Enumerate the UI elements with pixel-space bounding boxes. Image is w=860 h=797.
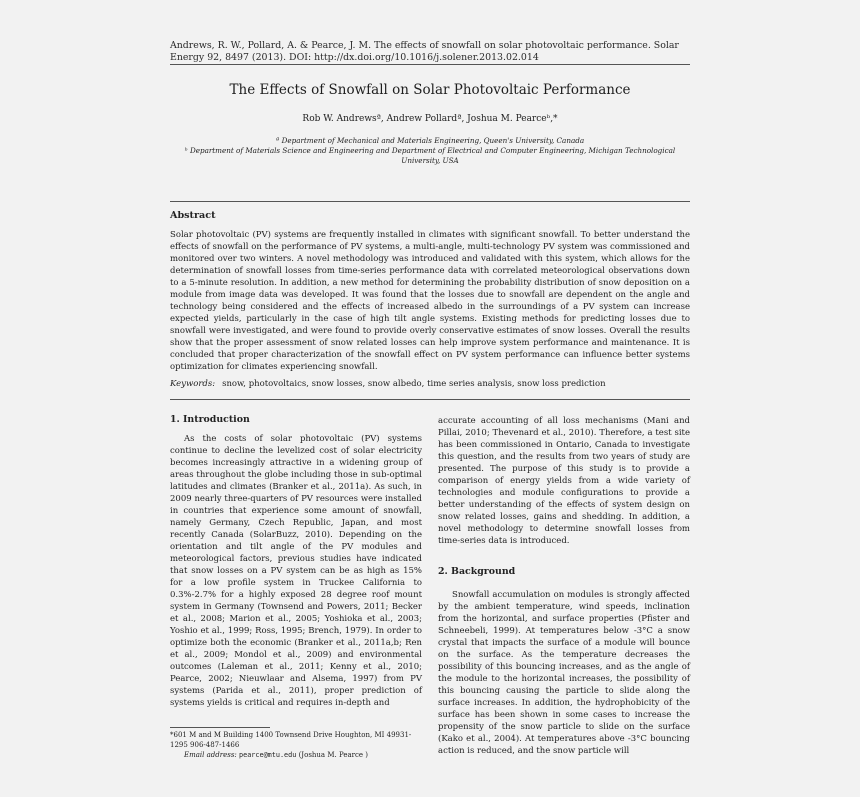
- footnote-address: *601 M and M Building 1400 Townsend Drive Houghton, MI 49931-1295 906-487-1466: [170, 731, 412, 749]
- introduction-right-column: [438, 415, 690, 547]
- abstract-text: Solar photovoltaic (PV) systems are frequently installed in climates with significant snowfall. To better understand the effects of snowfall on the performance of PV systems, a multi-angle, multi-technology PV system was commissioned and monitored over two winters. A novel methodology was introduced and validated with this system, which allows for the determination of snowfall losses from time-series performance data with correlated meteorological observations down to a 5-minute resolution. In addition, a new method for determining the probability distribution of snow deposition on a module from image data was developed. It was found that the losses due to snowfall are dependent on the angle and technology being considered and the effects of increased albedo in the surroundings of a PV system can increase expected yields, particularly in the case of high tilt angle systems. Existing methods for predicting losses due to snowfall were investigated, and were found to provide overly conservative estimates of snow losses. Overall the results show that the proper assessment of snow related losses can help improve system performance and maintenance. It is concluded that proper characterization of the snowfall effect on PV system performance can influence better systems optimization for climates experiencing snowfall.: [170, 230, 690, 372]
- background-paragraph: Snowfall accumulation on modules is strongly affected by the ambient temperature, wind speeds, inclination from the horizontal, and surface properties (Pfister and Schneebeli, 1999). At temperatures below -3°C a snow crystal that impacts the surface of a module will bounce on the surface. As the temperature decreases the possibility of this bouncing increases, and as the angle of the module to the horizontal increases, the possibility of this bouncing causing the particle to slide along the surface increases. In addition, the hydrophobicity of the surface has been shown in some cases to increase the propensity of the snow particle to slide on the surface (Kako et al., 2004). At temperatures above -3°C bouncing action is reduced, and the snow particle will: [438, 590, 690, 756]
- abstract-top-rule: [170, 201, 690, 202]
- background-column: [438, 589, 690, 757]
- header-rule: [170, 64, 690, 65]
- keywords-text: snow, photovoltaics, snow losses, snow albedo, time series analysis, snow loss prediction: [222, 379, 606, 389]
- footnote-email-label: Email address:: [184, 751, 237, 759]
- section-heading-introduction: 1. Introduction: [170, 414, 250, 425]
- section-heading-background: 2. Background: [438, 566, 516, 577]
- affiliation-b: ᵇ Department of Materials Science and Engineering and Department of Electrical and Computer Engineering, Michigan Technological University, USA: [184, 146, 676, 165]
- footnote-email-name: (Joshua M. Pearce ): [298, 751, 369, 759]
- keywords-line: [170, 379, 690, 389]
- introduction-paragraph: As the costs of solar photovoltaic (PV) systems continue to decline the levelized cost of solar electricity becomes increasingly attractive in a widening group of areas throughout the globe including those in sub-optimal latitudes and climates (Branker et al., 2011a). As such, in 2009 nearly three-quarters of PV resources were installed in countries that experience some amount of snowfall, namely Germany, Czech Republic, Japan, and most recently Canada (SolarBuzz, 2010). Depending on the orientation and tilt angle of the PV modules and meteorological factors, previous studies have indicated that snow losses on a PV system can be as high as 15% for a low profile system in Truckee California to 0.3%-2.7% for a highly exposed 28 degree roof mount system in Germany (Townsend and Powers, 2011; Becker et al., 2008; Marion et al., 2005; Yoshioka et al., 2003; Yoshio et al., 1999; Ross, 1995; Brench, 1979). In order to optimize both the economic (Branker et al., 2011a,b; Ren et al., 2009; Mondol et al., 2009) and environmental outcomes (Laleman et al., 2011; Kenny et al., 2010; Pearce, 2002; Nieuwlaar and Alsema, 1997) from PV systems (Parida et al., 2011), proper prediction of systems yields is critical and requires in-depth and: [170, 434, 422, 708]
- keywords-label: Keywords:: [170, 379, 216, 389]
- footnote-rule: [170, 727, 270, 728]
- citation-header: Andrews, R. W., Pollard, A. & Pearce, J. M. The effects of snowfall on solar photovoltaic performance. Solar Energy 92, 8497 (2013). DOI: http://dx.doi.org/10.1016/j.solener.2013.02.014: [170, 40, 679, 63]
- abstract-bottom-rule: [170, 399, 690, 400]
- affiliation-a: ª Department of Mechanical and Materials Engineering, Queen's University, Canada: [275, 136, 585, 145]
- footnote: [170, 730, 422, 760]
- introduction-left-column: [170, 433, 422, 709]
- introduction-continuation: accurate accounting of all loss mechanisms (Mani and Pillai, 2010; Thevenard et al., 2010). Therefore, a test site has been commissioned in Ontario, Canada to investigate this question, and the results from two years of study are presented. The purpose of this study is to provide a comparison of energy yields from a wide variety of technologies and module configurations to provide a better understanding of the effects of system design on snow related losses, gains and shedding. In addition, a novel methodology to determine snowfall losses from time-series data is introduced.: [438, 416, 690, 546]
- paper-title: The Effects of Snowfall on Solar Photovoltaic Performance: [229, 82, 631, 98]
- author-list: Rob W. Andrewsª, Andrew Pollardª, Joshua M. Pearceᵇ,*: [302, 114, 558, 124]
- footnote-email-line: [170, 750, 422, 760]
- abstract-heading: Abstract: [170, 210, 216, 221]
- footnote-email: pearce@mtu.edu: [239, 751, 297, 759]
